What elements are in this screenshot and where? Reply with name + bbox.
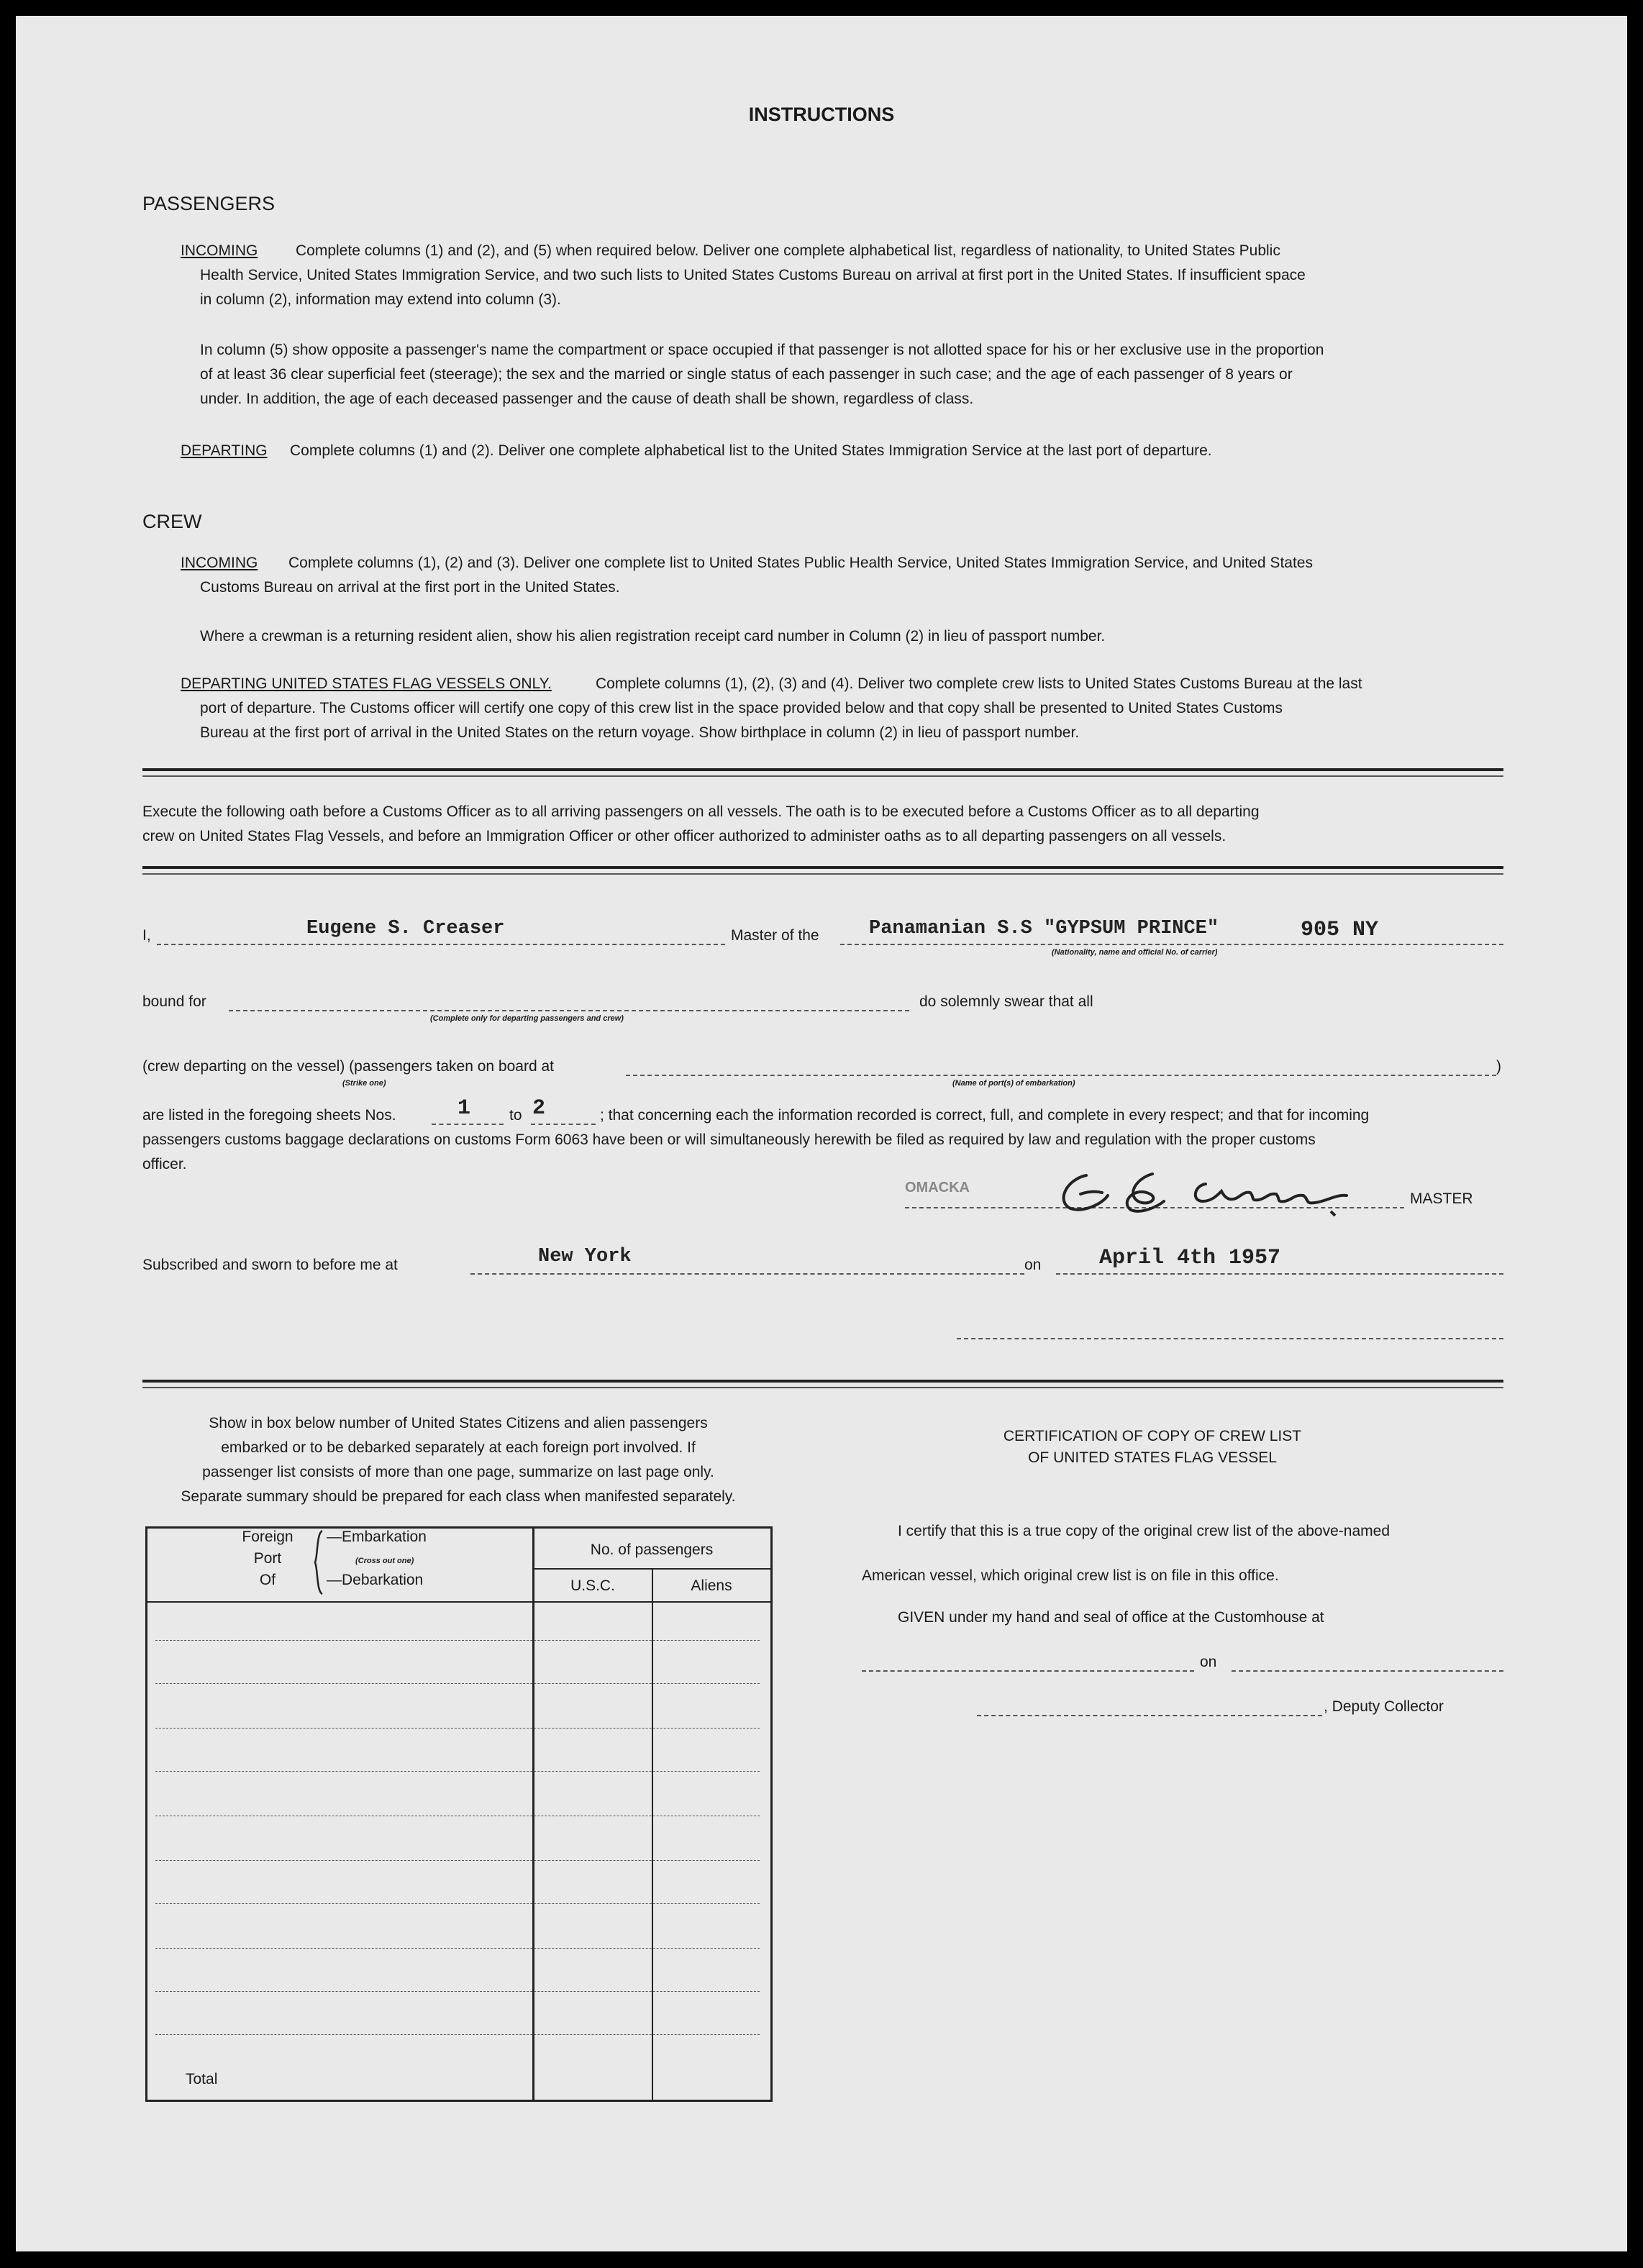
master-label: MASTER: [1410, 1190, 1473, 1207]
form-sheet: [16, 16, 1627, 2251]
passengers-departing-text: Complete columns (1) and (2). Deliver one complete alphabetical list to the United States Immigration Service at the last port of departure.: [290, 442, 1212, 459]
crew-incoming-line1: Complete columns (1), (2) and (3). Deliver one complete list to United States Public Health Service, United States Immigration Service, and United States: [288, 555, 1313, 571]
subscribed-place-field-line: [470, 1273, 1024, 1275]
summary-line1: Show in box below number of United States Citizens and alien passengers: [209, 1415, 708, 1431]
subscribed-date-field-line: [1056, 1273, 1503, 1275]
officer-signature-field-line: [957, 1338, 1503, 1339]
table-header-bottom: [145, 1601, 770, 1603]
table-row-line: [155, 1640, 760, 1641]
bound-for-label: bound for: [142, 993, 206, 1010]
table-port-label: Port: [253, 1550, 282, 1567]
certification-title2: OF UNITED STATES FLAG VESSEL: [1028, 1449, 1277, 1466]
sheet-from-field-line: [432, 1124, 504, 1125]
table-header-divider: [532, 1568, 770, 1570]
table-row-line: [155, 1903, 760, 1904]
crew-heading: CREW: [142, 511, 202, 532]
vessel-value: Panamanian S.S "GYPSUM PRINCE": [869, 918, 1219, 939]
certification-date-field-line: [1232, 1670, 1503, 1672]
divider-rule: [142, 775, 1503, 777]
crew-departing-line2: port of departure. The Customs officer will certify one copy of this crew list in the space provided below and that copy shall be presented to United States Customs: [200, 700, 1283, 716]
passengers-incoming-label: INCOMING: [181, 242, 258, 259]
swear-label: do solemnly swear that all: [919, 993, 1093, 1010]
bound-for-caption: (Complete only for departing passengers and crew): [430, 1014, 624, 1023]
to-label: to: [509, 1107, 522, 1124]
divider-rule: [142, 866, 1503, 869]
table-usc-header: U.S.C.: [570, 1577, 615, 1594]
certification-line3: GIVEN under my hand and seal of office at the Customhouse at: [898, 1609, 1324, 1626]
crew-departing-oath-label: (crew departing on the vessel) (passengers taken on board at: [142, 1058, 554, 1075]
table-row-line: [155, 1728, 760, 1729]
certification-title1: CERTIFICATION OF COPY OF CREW LIST: [1003, 1428, 1302, 1444]
subscribed-place-value: New York: [538, 1246, 632, 1267]
table-row-line: [155, 1860, 760, 1861]
sheet-from-value: 1: [458, 1096, 471, 1121]
crew-incoming-label: INCOMING: [181, 555, 258, 571]
summary-line4: Separate summary should be prepared for each class when manifested separately.: [181, 1488, 736, 1505]
vessel-no-value: 905 NY: [1301, 918, 1379, 942]
brace-icon: [312, 1529, 328, 1595]
summary-line3: passenger list consists of more than one page, summarize on last page only.: [202, 1464, 714, 1480]
master-name-field-line: [157, 944, 725, 945]
sheet-to-field-line: [531, 1124, 596, 1125]
certification-line2: American vessel, which original crew list is on file in this office.: [862, 1567, 1279, 1584]
oath-intro-line2: crew on United States Flag Vessels, and before an Immigration Officer or other officer authorized to administer oaths as to all departing passengers on all vessels.: [142, 828, 1226, 844]
vessel-field-line: [840, 944, 1503, 945]
passenger-summary-table: [145, 1526, 773, 2102]
passengers-departing-label: DEPARTING: [181, 442, 268, 459]
table-row-line: [155, 1771, 760, 1772]
listed-label: are listed in the foregoing sheets Nos.: [142, 1107, 396, 1124]
crew-departing-line3: Bureau at the first port of arrival in the United States on the return voyage. Show birthplace in column (2) in lieu of passport number.: [200, 724, 1080, 741]
page-title: INSTRUCTIONS: [748, 104, 895, 125]
oath-intro-line1: Execute the following oath before a Customs Officer as to all arriving passengers on all vessels. The oath is to be executed before a Customs Officer as to all departing: [142, 803, 1260, 820]
table-row-line: [155, 1948, 760, 1949]
concerning-text: ; that concerning each the information recorded is correct, full, and complete in every respect; and that for incoming: [600, 1107, 1370, 1124]
passengers-incoming-line3: in column (2), information may extend into column (3).: [200, 291, 561, 308]
passengers-col5-line2: of at least 36 clear superficial feet (steerage); the sex and the married or single status of each passenger in such case; and the age of each passenger of 8 years or: [200, 366, 1293, 383]
bound-for-field-line: [229, 1010, 909, 1011]
ports-field-line: [626, 1075, 1496, 1076]
table-row-line: [155, 2034, 760, 2035]
divider-rule: [142, 1380, 1503, 1383]
crew-departing-line1: Complete columns (1), (2), (3) and (4). Deliver two complete crew lists to United States Customs Bureau at the last: [596, 675, 1362, 692]
deputy-signature-field-line: [977, 1715, 1322, 1716]
summary-line2: embarked or to be debarked separately at each foreign port involved. If: [221, 1439, 696, 1456]
master-of-label: Master of the: [731, 927, 819, 944]
crew-incoming-line2: Customs Bureau on arrival at the first port in the United States.: [200, 579, 620, 596]
table-row-line: [155, 1991, 760, 1992]
crew-resident-text: Where a crewman is a returning resident alien, show his alien registration receipt card number in Column (2) in lieu of passport number.: [200, 628, 1106, 645]
master-signature: [1052, 1160, 1390, 1220]
table-foreign-label: Foreign: [242, 1529, 293, 1545]
subscribed-date-value: April 4th 1957: [1099, 1246, 1281, 1270]
passengers-incoming-line2: Health Service, United States Immigration Service, and two such lists to United States Customs Bureau on arrival at first port in the United States. If insufficient space: [200, 267, 1306, 283]
table-column-divider: [532, 1526, 534, 2100]
passengers-col5-line3: under. In addition, the age of each deceased passenger and the cause of death shall be shown, regardless of class.: [200, 391, 974, 407]
passengers-heading: PASSENGERS: [142, 193, 276, 214]
ports-caption: (Name of port(s) of embarkation): [952, 1079, 1075, 1088]
vessel-caption: (Nationality, name and official No. of carrier): [1052, 948, 1218, 957]
sheet-to-value: 2: [532, 1096, 546, 1121]
table-cross-out-label: (Cross out one): [355, 1557, 414, 1565]
table-of-label: Of: [259, 1572, 276, 1588]
table-total-label: Total: [186, 2071, 218, 2087]
certification-on-label: on: [1200, 1654, 1217, 1670]
divider-rule: [142, 1387, 1503, 1388]
close-paren: ): [1496, 1058, 1501, 1075]
certification-line1: I certify that this is a true copy of the original crew list of the above-named: [898, 1523, 1390, 1539]
table-row-line: [155, 1683, 760, 1684]
strike-caption: (Strike one): [342, 1079, 386, 1088]
oath-line3: officer.: [142, 1156, 187, 1172]
passengers-col5-line1: In column (5) show opposite a passenger's name the compartment or space occupied if that passenger is not allotted space for his or her exclusive use in the proportion: [200, 342, 1324, 358]
subscribed-label: Subscribed and sworn to before me at: [142, 1257, 398, 1273]
table-debarkation-label: —Debarkation: [327, 1572, 424, 1588]
passengers-incoming-line1: Complete columns (1) and (2), and (5) when required below. Deliver one complete alphabetical list, regardless of nationality, to United States Public: [296, 242, 1280, 259]
divider-rule: [142, 873, 1503, 875]
oath-line2: passengers customs baggage declarations on customs Form 6063 have been or will simultaneously herewith be filed as required by law and regulation with the proper customs: [142, 1131, 1316, 1148]
master-name-value: Eugene S. Creaser: [306, 918, 505, 939]
oath-i-label: I,: [142, 927, 151, 944]
faded-stamp: OMACKA: [905, 1180, 970, 1196]
subscribed-on-label: on: [1024, 1257, 1042, 1273]
table-embarkation-label: —Embarkation: [327, 1529, 427, 1545]
customhouse-field-line: [862, 1670, 1194, 1672]
table-aliens-header: Aliens: [691, 1577, 732, 1594]
divider-rule: [142, 768, 1503, 771]
deputy-collector-label: , Deputy Collector: [1324, 1698, 1444, 1715]
table-no-passengers-header: No. of passengers: [590, 1541, 714, 1558]
crew-departing-label: DEPARTING UNITED STATES FLAG VESSELS ONLY.: [181, 675, 552, 692]
table-column-divider: [652, 1568, 653, 2100]
